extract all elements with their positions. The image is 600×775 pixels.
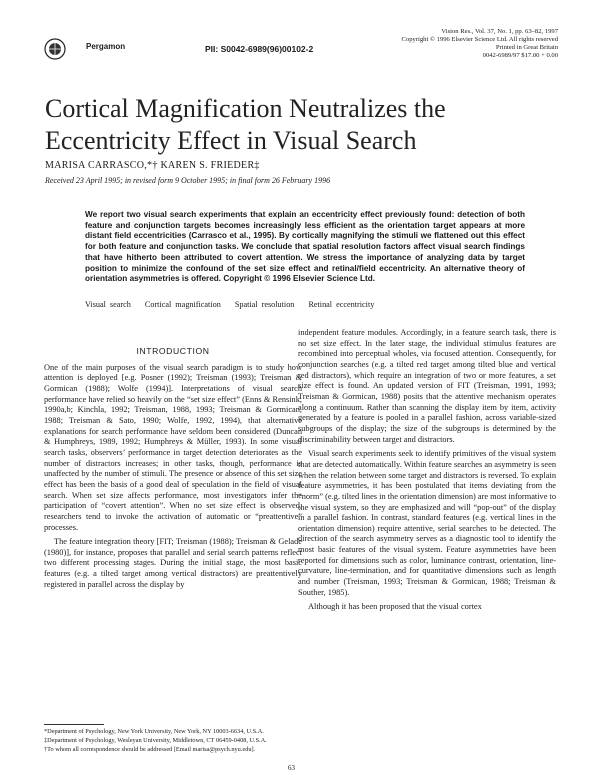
publisher-name: Pergamon — [86, 42, 126, 51]
title-line: Cortical Magnification Neutralizes the — [45, 94, 446, 123]
paragraph: Although it has been proposed that the visual cortex — [308, 602, 482, 612]
paragraph: independent feature modules. Accordingly, in a feature search task, there is no set size effect. In the later stage, the individual stimulus features are recombined into perceptual wholes, via focused attention. Consequently, for conjunction searches (e.g. a tilted red target among tilted blue and vertical red distractors), which require an integration of two or more features, a set size effect is found. An updated version of FIT (Treisman, 1991, 1993; Treisman & Gormican, 1988) posits that the attentive mechanism operates along a continuum. Rather than scanning the display item by item, activity generated by a feature is pooled in a parallel fashion, across variable-sized subgroups of the display; the size of the subgroups is determined by the discriminability between target and distractors. — [298, 328, 556, 444]
paragraph: Visual search experiments seek to identify primitives of the visual system that are detected automatically. Within feature searches an asymmetry is seen when the relation between some target and distractors is reversed. To explain feature asymmetries, it has been postulated that items deviating from the “norm” (e.g. tilted lines in the orientation dimension) are most informative to the visual system, so they are emphasized and will “pop-out” of the display in a parallel fashion. In contrast, standard features (e.g. vertical lines in the orientation dimension) require attentive, serial searches to be detected. The direction of the search asymmetry serves as a diagnostic tool to identify the most basic features of the visual system. Feature asymmetries have been reported for dimensions such as color, luminance contrast, orientation, line-curvature, line-termination, and for quantitative dimensions such as length and number (Treisman, 1993; Treisman & Gormican, 1988; Treisman & Souther, 1985). — [298, 449, 556, 597]
title-line: Eccentricity Effect in Visual Search — [45, 126, 417, 155]
keywords — [85, 300, 384, 309]
section-heading: INTRODUCTION — [136, 346, 210, 356]
footnote: *Department of Psychology, New York University, New York, NY 10003-6634, U.S.A. — [44, 728, 264, 735]
paragraph: The feature integration theory [FIT; Treisman (1988); Treisman & Gelade (1980)], for instance, proposes that parallel and serial search patterns reflect two different processing stages. During the initial stage, the most basic features (e.g. a tilted target among vertical distractors) are preattentively registered in parallel across the display by — [44, 537, 302, 589]
footnotes — [44, 728, 302, 755]
left-column — [44, 342, 302, 594]
footnote: ‡Department of Psychology, Wesleyan University, Middletown, CT 06459-0408, U.S.A. — [44, 737, 267, 744]
footnote: †To whom all correspondence should be addressed [Email marisa@psych.nyu.edu]. — [44, 746, 256, 753]
paragraph: One of the main purposes of the visual search paradigm is to study how attention is deployed [e.g. Posner (1992); Treisman (1993); Treisman & Gormican (1988); Wolfe (1994)]. Interpretations of visual search performance have relied so heavily on the “set size effect” (Enns & Rensink, 1990a,b; Kinchla, 1992; Treisman, 1988, 1993; Treisman & Gormican, 1988; Treisman & Sato, 1990; Wolfe, 1992, 1994), that alternative explanations for search performance have seldom been considered (Duncan & Humphreys, 1989, 1992; Humphreys & Müller, 1993). In some visual search tasks, observers’ performance in target detection deteriorates as the number of distractors increases; in other tasks, though, performance is unaffected by the number of stimuli. The presence or absence of this set size effect has been the basis of a good deal of speculation in the field of visual search. When set size affects performance, most investigators infer the participation of “covert attention”. When no set size effect is observed, researchers tend to invoke the activation of automatic or “preattentive” processes. — [44, 362, 302, 532]
page-number: 63 — [288, 764, 295, 772]
keyword: Cortical magnification — [144, 300, 221, 309]
printed-line: Printed in Great Britain — [495, 44, 558, 51]
footnote-divider — [44, 724, 104, 725]
journal-info — [402, 28, 558, 60]
pii-code: PII: S0042-6989(96)00102-2 — [205, 44, 314, 54]
journal-citation: Vision Res., Vol. 37, No. 1, pp. 63–82, 1997 — [441, 28, 558, 35]
right-column — [298, 328, 556, 617]
authors: MARISA CARRASCO,*† KAREN S. FRIEDER‡ — [45, 160, 260, 171]
issn-line: 0042-6989/97 $17.00 + 0.00 — [482, 52, 558, 59]
paper-title — [45, 93, 446, 157]
pergamon-logo-icon — [44, 38, 66, 60]
received-dates: Received 23 April 1995; in revised form 9 October 1995; in final form 26 February 1996 — [45, 176, 331, 185]
keyword: Visual search — [85, 300, 131, 309]
keyword: Retinal eccentricity — [308, 300, 375, 309]
copyright-line: Copyright © 1996 Elsevier Science Ltd. All rights reserved — [401, 36, 558, 43]
abstract: We report two visual search experiments that explain an eccentricity effect previously found: detection of both feature and conjunction targets becomes increasingly less efficient as the orientation target appears at more distant field eccentricities (Carrasco et al., 1995). By cortically magnifying the stimuli we flattened out this effect for both feature and conjunction tasks. We conclude that spatial resolution factors affect visual search findings that have hitherto been attributed to covert attention. We stress the importance of analyzing data by target position to minimize the confound of the set size effect and retinal/field eccentricity. An alternative theory of orientation asymmetries is offered. Copyright © 1996 Elsevier Science Ltd. — [85, 210, 525, 284]
keyword: Spatial resolution — [234, 300, 295, 309]
